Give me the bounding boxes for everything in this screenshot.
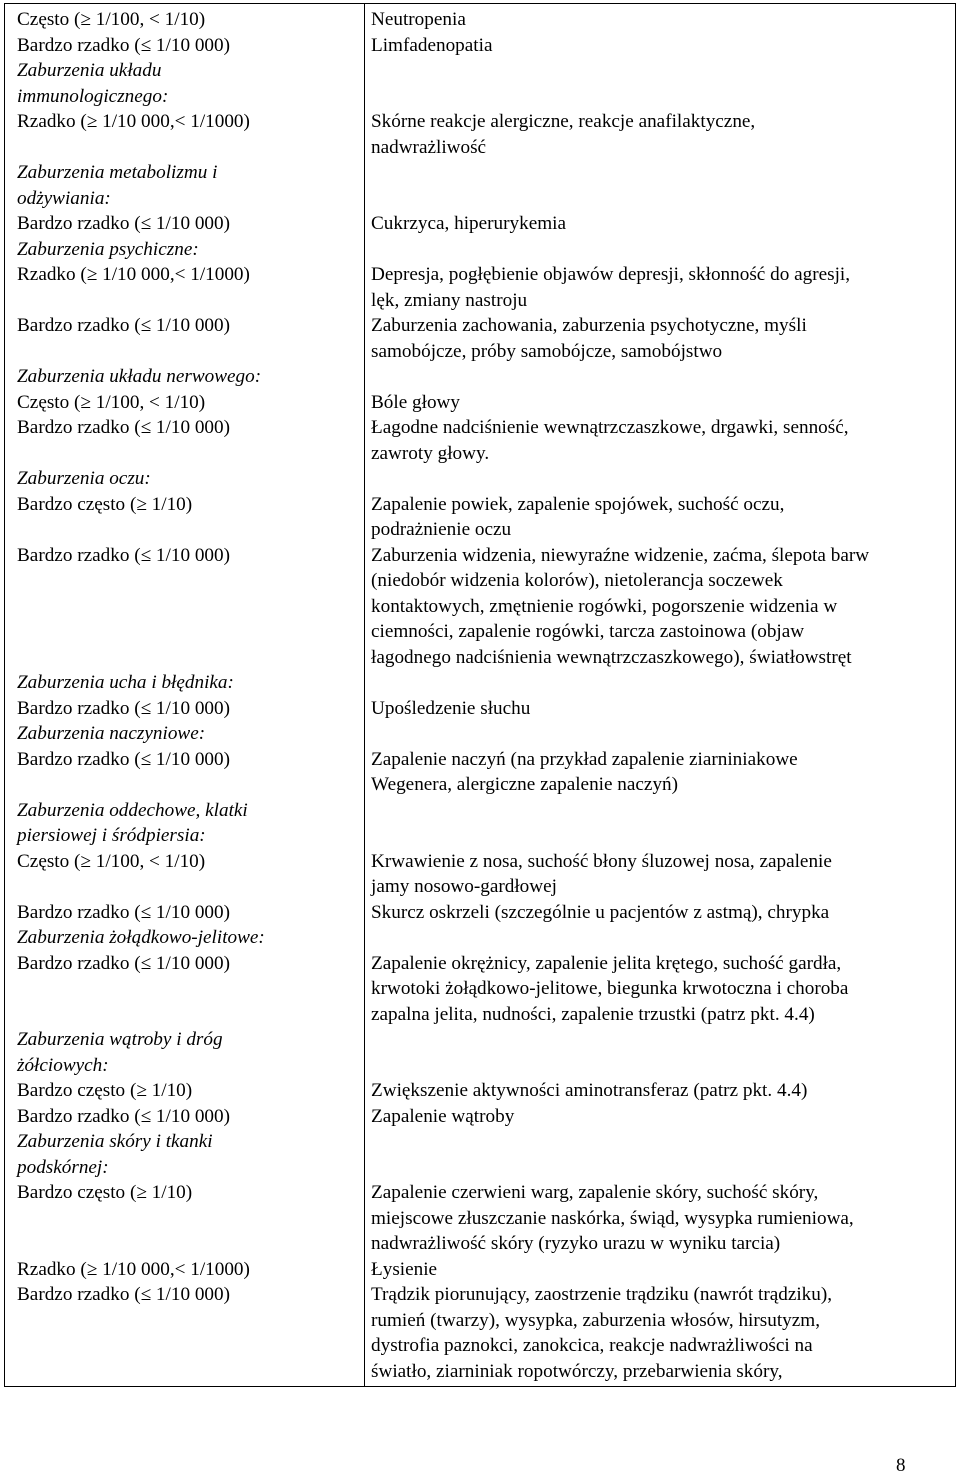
frequency-label: Bardzo rzadko (≤ 1/10 000) xyxy=(17,1284,231,1305)
effect-text: krwotoki żołądkowo-jelitowe, biegunka krwotoczna i choroba xyxy=(371,978,849,999)
effect-text: Zapalenie powiek, zapalenie spojówek, suchość oczu, xyxy=(371,493,785,515)
effect-text: Łysienie xyxy=(371,1258,438,1280)
section-heading: Zaburzenia psychiczne: xyxy=(17,238,199,260)
frequency-label: Bardzo rzadko (≤ 1/10 000) xyxy=(17,952,231,974)
frequency-label: Bardzo rzadko (≤ 1/10 000) xyxy=(17,697,231,719)
section-heading: immunologicznego: xyxy=(17,85,169,107)
frequency-label: Bardzo rzadko (≤ 1/10 000) xyxy=(17,213,231,234)
effect-text: Cukrzyca, hiperurykemia xyxy=(371,213,566,234)
frequency-label: Bardzo rzadko (≤ 1/10 000) xyxy=(17,1105,231,1127)
section-heading: Zaburzenia wątroby i dróg xyxy=(17,1029,223,1050)
frequency-label: Często (≥ 1/100, < 1/10) xyxy=(17,850,206,872)
section-heading: odżywiania: xyxy=(17,187,111,209)
effect-text: nadwrażliwość xyxy=(371,136,487,158)
effect-text: Łagodne nadciśnienie wewnątrzczaszkowe, drgawki, senność, xyxy=(371,417,849,438)
section-heading: żółciowych: xyxy=(17,1054,109,1076)
effect-text: światło, ziarniniak ropotwórczy, przebarwienia skóry, xyxy=(371,1360,783,1382)
section-heading: Zaburzenia metabolizmu i xyxy=(17,162,218,183)
section-heading: piersiowej i śródpiersia: xyxy=(17,825,206,846)
frequency-label: Bardzo rzadko (≤ 1/10 000) xyxy=(17,34,231,56)
effect-text: Zaburzenia zachowania, zaburzenia psychotyczne, myśli xyxy=(371,315,807,336)
effect-text: Zapalenie wątroby xyxy=(371,1105,515,1127)
frequency-label: Bardzo często (≥ 1/10) xyxy=(17,1080,193,1101)
effect-text: Upośledzenie słuchu xyxy=(371,697,531,719)
effect-text: Krwawienie z nosa, suchość błony śluzowej nosa, zapalenie xyxy=(371,850,832,872)
effect-text: Zapalenie naczyń (na przykład zapalenie ziarniniakowe xyxy=(371,748,798,770)
effect-text: miejscowe złuszczanie naskórka, świąd, wysypka rumieniowa, xyxy=(371,1207,854,1229)
effect-text: Skurcz oskrzeli (szczególnie u pacjentów z astmą), chrypka xyxy=(371,901,830,923)
effect-text: Wegenera, alergiczne zapalenie naczyń) xyxy=(371,774,679,795)
section-heading: Zaburzenia oczu: xyxy=(17,468,151,489)
section-heading: Zaburzenia naczyniowe: xyxy=(17,723,206,744)
frequency-label: Bardzo często (≥ 1/10) xyxy=(17,1182,193,1203)
frequency-label: Często (≥ 1/100, < 1/10) xyxy=(17,391,206,413)
page-number: 8 xyxy=(896,1455,906,1476)
effect-text: Skórne reakcje alergiczne, reakcje anafilaktyczne, xyxy=(371,111,756,132)
effect-text: lęk, zmiany nastroju xyxy=(371,289,528,311)
effect-text: jamy nosowo-gardłowej xyxy=(371,876,557,897)
effect-text: Depresja, pogłębienie objawów depresji, skłonność do agresji, xyxy=(371,264,851,285)
effect-text: zapalna jelita, nudności, zapalenie trzustki (patrz pkt. 4.4) xyxy=(371,1003,815,1025)
column-divider xyxy=(364,4,365,1386)
effect-text: Trądzik piorunujący, zaostrzenie trądziku (nawrót trądziku), xyxy=(371,1284,833,1305)
frequency-label: Często (≥ 1/100, < 1/10) xyxy=(17,9,206,30)
effect-text: łagodnego nadciśnienia wewnątrzczaszkowego), światłowstręt xyxy=(371,646,852,668)
section-heading: podskórnej: xyxy=(17,1156,109,1178)
section-heading: Zaburzenia układu xyxy=(17,60,162,81)
section-heading: Zaburzenia oddechowe, klatki xyxy=(17,799,248,821)
effect-text: Zwiększenie aktywności aminotransferaz (patrz pkt. 4.4) xyxy=(371,1080,808,1101)
frequency-label: Rzadko (≥ 1/10 000,< 1/1000) xyxy=(17,264,250,285)
frequency-label: Bardzo rzadko (≤ 1/10 000) xyxy=(17,544,231,566)
frequency-label: Rzadko (≥ 1/10 000,< 1/1000) xyxy=(17,1258,250,1280)
frequency-label: Bardzo rzadko (≤ 1/10 000) xyxy=(17,417,231,438)
effect-text: dystrofia paznokci, zanokcica, reakcje nadwrażliwości na xyxy=(371,1335,813,1356)
section-heading: Zaburzenia żołądkowo-jelitowe: xyxy=(17,927,265,948)
effect-text: (niedobór widzenia kolorów), nietolerancja soczewek xyxy=(371,570,783,591)
adverse-effects-table xyxy=(4,3,956,1387)
effect-text: Zaburzenia widzenia, niewyraźne widzenie, zaćma, ślepota barw xyxy=(371,544,870,566)
effect-text: zawroty głowy. xyxy=(371,442,490,464)
effect-text: Limfadenopatia xyxy=(371,34,493,56)
frequency-label: Bardzo rzadko (≤ 1/10 000) xyxy=(17,748,231,770)
effect-text: ciemności, zapalenie rogówki, tarcza zastoinowa (objaw xyxy=(371,621,805,642)
section-heading: Zaburzenia ucha i błędnika: xyxy=(17,672,234,693)
effect-text: podrażnienie oczu xyxy=(371,519,512,540)
frequency-label: Bardzo często (≥ 1/10) xyxy=(17,493,193,515)
effect-text: Neutropenia xyxy=(371,9,466,30)
effect-text: Bóle głowy xyxy=(371,391,461,413)
effect-text: rumień (twarzy), wysypka, zaburzenia włosów, hirsutyzm, xyxy=(371,1309,820,1331)
effect-text: nadwrażliwość skóry (ryzyko urazu w wyniku tarcia) xyxy=(371,1233,781,1254)
effect-text: Zapalenie okrężnicy, zapalenie jelita krętego, suchość gardła, xyxy=(371,952,842,974)
effect-text: kontaktowych, zmętnienie rogówki, pogorszenie widzenia w xyxy=(371,595,838,617)
section-heading: Zaburzenia układu nerwowego: xyxy=(17,366,262,387)
effect-text: samobójcze, próby samobójcze, samobójstwo xyxy=(371,340,723,362)
section-heading: Zaburzenia skóry i tkanki xyxy=(17,1131,213,1152)
frequency-label: Rzadko (≥ 1/10 000,< 1/1000) xyxy=(17,111,250,132)
frequency-label: Bardzo rzadko (≤ 1/10 000) xyxy=(17,901,231,923)
effect-text: Zapalenie czerwieni warg, zapalenie skóry, suchość skóry, xyxy=(371,1182,819,1203)
frequency-label: Bardzo rzadko (≤ 1/10 000) xyxy=(17,315,231,336)
